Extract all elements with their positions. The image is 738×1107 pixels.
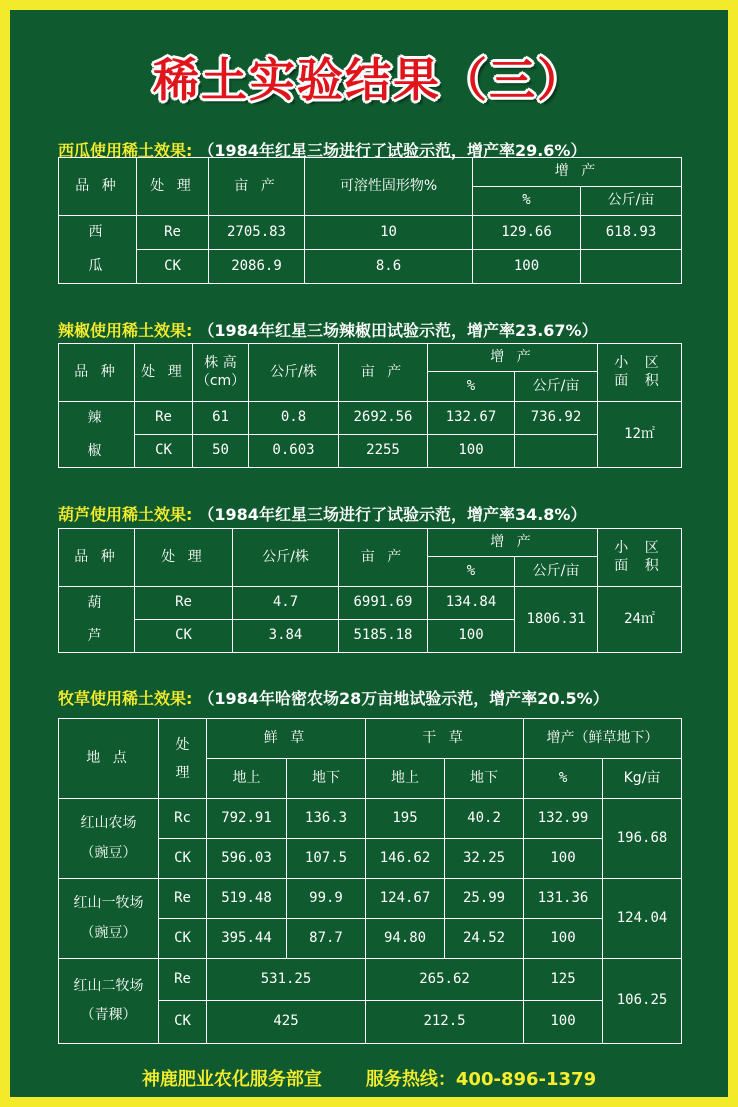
kg-cell: 124.04 [603, 879, 682, 959]
header-kg-per-plant: 公斤/株 [249, 344, 339, 402]
yield-cell: 2692.56 [339, 402, 428, 435]
header-yield: 亩 产 [339, 344, 428, 402]
header-pct: % [524, 759, 603, 799]
header-yield: 亩 产 [209, 158, 305, 216]
header-fresh-grass: 鲜 草 [207, 719, 366, 759]
treatment-cell: CK [159, 1001, 207, 1044]
watermelon-table [58, 157, 682, 284]
fresh-below-cell: 87.7 [287, 919, 366, 959]
fresh-below-cell: 99.9 [287, 879, 366, 919]
kg-cell: 106.25 [603, 959, 682, 1044]
header-treatment: 处 理 [135, 344, 193, 402]
treatment-cell: Re [135, 402, 193, 435]
place-cell: 红山农场 （豌豆） [59, 799, 159, 879]
dry-below-cell: 25.99 [445, 879, 524, 919]
solids-cell: 8.6 [305, 250, 473, 284]
gourd-note: （1984年红星三场进行了试验示范，增产率34.8%） [198, 505, 587, 524]
height-cell: 61 [193, 402, 249, 435]
yield-cell: 6991.69 [339, 587, 428, 620]
pct-cell: 134.84 [428, 587, 515, 620]
header-variety: 品 种 [59, 529, 135, 587]
header-kg-per-mu: 公斤/亩 [581, 187, 682, 216]
pct-cell: 132.99 [524, 799, 603, 839]
table-row [59, 799, 682, 839]
fresh-below-cell: 107.5 [287, 839, 366, 879]
dry-below-cell: 24.52 [445, 919, 524, 959]
grass-note: （1984年哈密农场28万亩地试验示范，增产率20.5%） [198, 689, 609, 708]
header-treatment: 处 理 [135, 529, 233, 587]
footer [10, 1065, 728, 1091]
kg-cell: 1806.31 [515, 587, 598, 653]
variety-cell: 西 瓜 [59, 216, 137, 284]
header-pct: % [473, 187, 581, 216]
header-plot-area: 小 区 面 积 [598, 529, 682, 587]
treatment-cell: Re [159, 879, 207, 919]
table-row [59, 402, 682, 435]
pepper-heading [58, 318, 598, 341]
kg-cell: 618.93 [581, 216, 682, 250]
pct-cell: 100 [428, 435, 515, 468]
header-dry-grass: 干 草 [366, 719, 524, 759]
kg-cell [515, 435, 598, 468]
pepper-note: （1984年红星三场辣椒田试验示范，增产率23.67%） [198, 321, 598, 340]
grass-lead: 牧草使用稀土效果: [58, 689, 193, 708]
place-cell: 红山二牧场 （青稞） [59, 959, 159, 1044]
treatment-cell: CK [159, 839, 207, 879]
treatment-cell: Re [159, 959, 207, 1001]
treatment-cell: Re [135, 587, 233, 620]
header-increase: 增 产 [428, 344, 598, 372]
header-plot-area: 小 区 面 积 [598, 344, 682, 402]
pepper-table [58, 343, 682, 468]
table-row [59, 435, 682, 468]
plot-area-cell: 12㎡ [598, 402, 682, 468]
header-fresh-above: 地上 [207, 759, 287, 799]
pct-cell: 131.36 [524, 879, 603, 919]
header-kg-per-mu: Kg/亩 [603, 759, 682, 799]
grass-table [58, 718, 682, 1044]
gourd-heading [58, 502, 586, 525]
header-height: 株 高 （cm） [193, 344, 249, 402]
header-pct: % [428, 372, 515, 402]
yield-cell: 5185.18 [339, 620, 428, 653]
dry-below-cell: 32.25 [445, 839, 524, 879]
treatment-cell: CK [137, 250, 209, 284]
footer-hotline: 服务热线：400-896-1379 [365, 1069, 597, 1090]
dry-above-cell: 94.80 [366, 919, 445, 959]
pct-cell: 129.66 [473, 216, 581, 250]
variety-cell: 葫 芦 [59, 587, 135, 653]
treatment-cell: CK [159, 919, 207, 959]
kg-plant-cell: 0.8 [249, 402, 339, 435]
table-row [59, 587, 682, 620]
fresh-above-cell: 596.03 [207, 839, 287, 879]
page-title: 稀土实验结果（三） [153, 53, 585, 107]
header-place: 地 点 [59, 719, 159, 799]
pct-cell: 100 [524, 919, 603, 959]
height-cell: 50 [193, 435, 249, 468]
fresh-above-cell: 395.44 [207, 919, 287, 959]
table-row [59, 879, 682, 919]
header-treatment: 处 理 [159, 719, 207, 799]
pct-cell: 100 [524, 1001, 603, 1044]
header-yield: 亩 产 [339, 529, 428, 587]
footer-org: 神鹿肥业农化服务部宣 [141, 1069, 322, 1090]
table-row [59, 216, 682, 250]
treatment-cell: Re [137, 216, 209, 250]
header-kg-per-mu: 公斤/亩 [515, 557, 598, 587]
kg-plant-cell: 4.7 [233, 587, 339, 620]
dry-below-cell: 40.2 [445, 799, 524, 839]
pct-cell: 100 [428, 620, 515, 653]
pct-cell: 125 [524, 959, 603, 1001]
header-increase: 增产（鲜草地下） [524, 719, 682, 759]
variety-cell: 辣 椒 [59, 402, 135, 468]
table-row [59, 250, 682, 284]
fresh-cell: 531.25 [207, 959, 366, 1001]
dry-above-cell: 124.67 [366, 879, 445, 919]
dry-cell: 265.62 [366, 959, 524, 1001]
header-dry-above: 地上 [366, 759, 445, 799]
place-cell: 红山一牧场 （豌豆） [59, 879, 159, 959]
grass-heading [58, 686, 609, 709]
treatment-cell: Rc [159, 799, 207, 839]
treatment-cell: CK [135, 620, 233, 653]
header-solids: 可溶性固形物% [305, 158, 473, 216]
header-kg-per-mu: 公斤/亩 [515, 372, 598, 402]
table-row [59, 959, 682, 1001]
yield-cell: 2705.83 [209, 216, 305, 250]
header-variety: 品 种 [59, 158, 137, 216]
gourd-table [58, 528, 682, 653]
pct-cell: 100 [473, 250, 581, 284]
watermelon-lead: 西瓜使用稀土效果: [58, 141, 193, 160]
header-treatment: 处 理 [137, 158, 209, 216]
header-pct: % [428, 557, 515, 587]
header-fresh-below: 地下 [287, 759, 366, 799]
gourd-lead: 葫芦使用稀土效果: [58, 505, 193, 524]
fresh-above-cell: 519.48 [207, 879, 287, 919]
kg-cell [581, 250, 682, 284]
dry-cell: 212.5 [366, 1001, 524, 1044]
fresh-below-cell: 136.3 [287, 799, 366, 839]
treatment-cell: CK [135, 435, 193, 468]
pct-cell: 100 [524, 839, 603, 879]
kg-plant-cell: 3.84 [233, 620, 339, 653]
kg-cell: 196.68 [603, 799, 682, 879]
yield-cell: 2086.9 [209, 250, 305, 284]
yield-cell: 2255 [339, 435, 428, 468]
plot-area-cell: 24㎡ [598, 587, 682, 653]
kg-cell: 736.92 [515, 402, 598, 435]
fresh-above-cell: 792.91 [207, 799, 287, 839]
fresh-cell: 425 [207, 1001, 366, 1044]
header-kg-per-plant: 公斤/株 [233, 529, 339, 587]
solids-cell: 10 [305, 216, 473, 250]
kg-plant-cell: 0.603 [249, 435, 339, 468]
header-increase: 增 产 [473, 158, 682, 187]
pct-cell: 132.67 [428, 402, 515, 435]
watermelon-note: （1984年红星三场进行了试验示范，增产率29.6%） [198, 141, 587, 160]
header-variety: 品 种 [59, 344, 135, 402]
dry-above-cell: 195 [366, 799, 445, 839]
dry-above-cell: 146.62 [366, 839, 445, 879]
pepper-lead: 辣椒使用稀土效果: [58, 321, 193, 340]
header-increase: 增 产 [428, 529, 598, 557]
header-dry-below: 地下 [445, 759, 524, 799]
poster [10, 10, 728, 1097]
